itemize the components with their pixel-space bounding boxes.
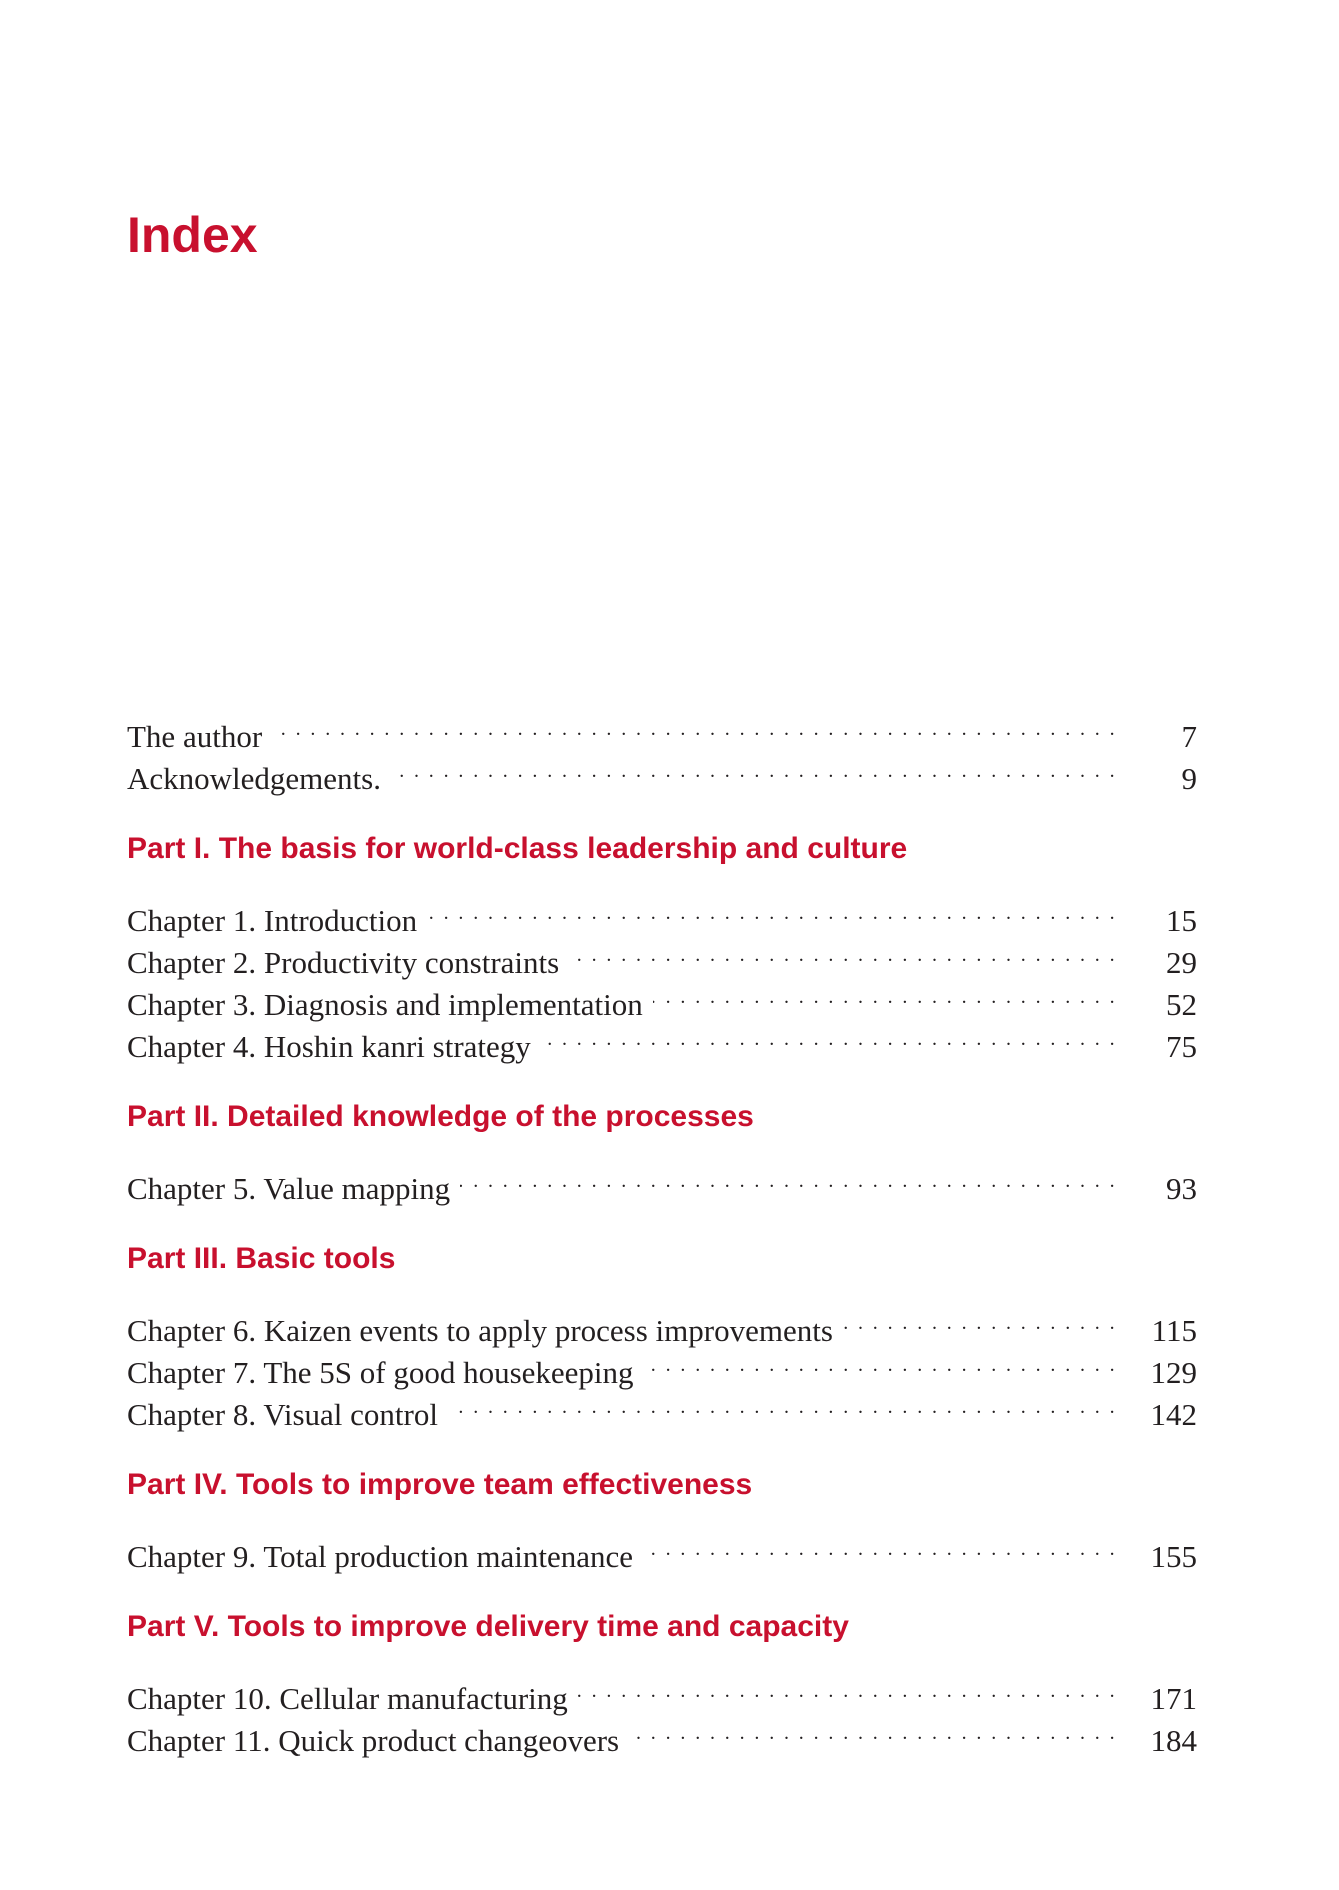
toc-entry-page: 75 [1166, 1029, 1197, 1064]
toc-entry-acknowledgements[interactable] [127, 747, 1197, 796]
part-heading-2: Part II. Detailed knowledge of the processes [127, 1100, 754, 1133]
toc-entry-chapter-9[interactable] [127, 1525, 1197, 1574]
dot-leader [629, 1709, 1117, 1751]
table-of-contents [127, 705, 1197, 1758]
toc-entry-the-author[interactable] [127, 705, 1197, 754]
toc-entry-title: Chapter 4. Hoshin kanri strategy [127, 1029, 531, 1064]
toc-entry-page: 52 [1166, 987, 1197, 1022]
dot-leader [541, 1015, 1117, 1057]
toc-entry-title: Chapter 1. Introduction [127, 903, 418, 938]
dot-leader [653, 973, 1117, 1015]
toc-entry-page: 115 [1151, 1313, 1197, 1348]
toc-entry-title: Chapter 8. Visual control [127, 1397, 438, 1432]
dot-leader [448, 1383, 1117, 1425]
toc-entry-chapter-1[interactable] [127, 889, 1197, 938]
part-heading-3: Part III. Basic tools [127, 1242, 396, 1275]
dot-leader [391, 747, 1117, 789]
dot-leader [578, 1667, 1117, 1709]
toc-entry-page: 129 [1150, 1355, 1197, 1390]
toc-entry-title: The author [127, 719, 263, 754]
toc-entry-page: 7 [1181, 719, 1197, 754]
toc-entry-page: 9 [1181, 761, 1197, 796]
toc-entry-chapter-5[interactable] [127, 1157, 1197, 1206]
toc-entry-page: 29 [1166, 945, 1197, 980]
toc-entry-page: 155 [1150, 1539, 1197, 1574]
part-heading-5: Part V. Tools to improve delivery time and capacity [127, 1610, 849, 1643]
toc-entry-title: Chapter 2. Productivity constraints [127, 945, 560, 980]
toc-entry-title: Chapter 6. Kaizen events to apply process improvements [127, 1313, 833, 1348]
dot-leader [843, 1299, 1117, 1341]
toc-entry-page: 93 [1166, 1171, 1197, 1206]
toc-entry-page: 171 [1150, 1681, 1197, 1716]
dot-leader [569, 931, 1117, 973]
toc-entry-title: Chapter 10. Cellular manufacturing [127, 1681, 568, 1716]
dot-leader [427, 889, 1117, 931]
toc-entry-page: 142 [1150, 1397, 1197, 1432]
dot-leader [643, 1525, 1117, 1567]
toc-entry-chapter-6[interactable] [127, 1299, 1197, 1348]
dot-leader [272, 705, 1117, 747]
toc-entry-title: Chapter 7. The 5S of good housekeeping [127, 1355, 634, 1390]
page-title: Index [127, 207, 258, 263]
toc-entry-title: Chapter 5. Value mapping [127, 1171, 451, 1206]
dot-leader [644, 1341, 1117, 1383]
part-heading-4: Part IV. Tools to improve team effectiveness [127, 1468, 753, 1501]
toc-entry-title: Chapter 9. Total production maintenance [127, 1539, 634, 1574]
toc-entry-page: 184 [1150, 1723, 1197, 1758]
part-heading-1: Part I. The basis for world-class leadership and culture [127, 832, 908, 865]
toc-entry-title: Chapter 3. Diagnosis and implementation [127, 987, 643, 1022]
toc-entry-chapter-10[interactable] [127, 1667, 1197, 1716]
toc-entry-page: 15 [1166, 903, 1197, 938]
dot-leader [460, 1157, 1117, 1199]
toc-entry-title: Chapter 11. Quick product changeovers [127, 1723, 620, 1758]
toc-entry-title: Acknowledgements. [127, 761, 381, 796]
